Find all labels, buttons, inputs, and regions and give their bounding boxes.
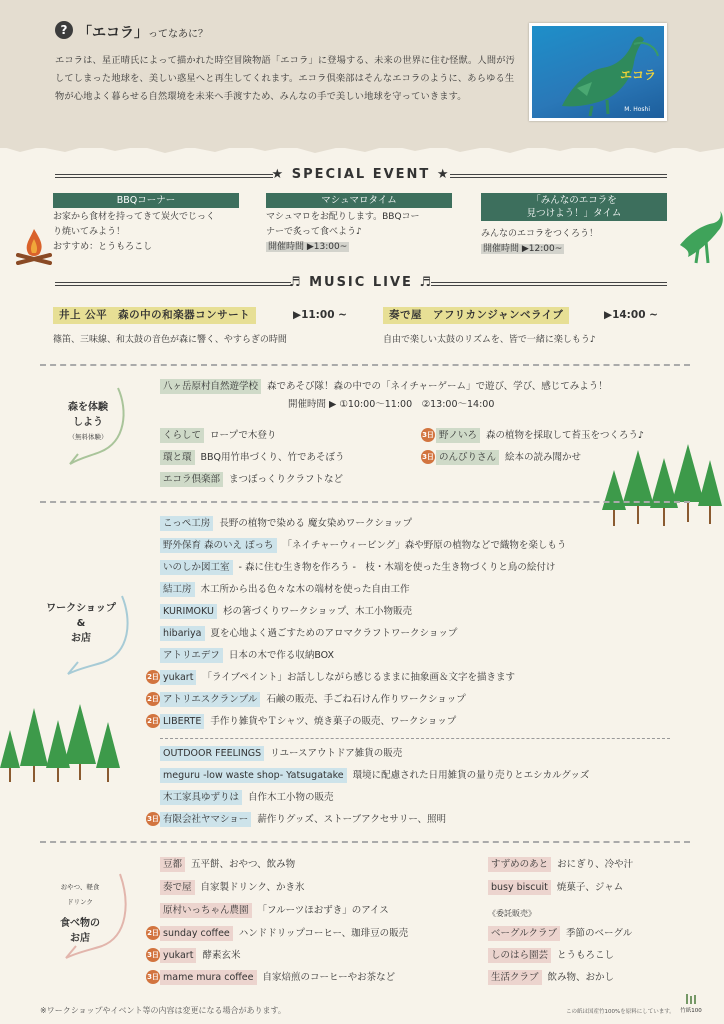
day-badge: 3日 xyxy=(146,812,160,826)
event-label-marshmallow: マシュマロタイム xyxy=(266,193,452,208)
event-text-find-ecora: みんなのエコラをつくろう！ 開催時間 ▶12:00~ xyxy=(481,229,599,254)
workshop-item: こっぺ工房 長野の植物で染める 魔女染めワークショップ xyxy=(160,516,412,532)
shop-item: 木工家具ゆずりは 自作木工小物の販売 xyxy=(160,790,334,806)
workshop-item: 野外保育 森のいえ ぽっち 「ネイチャーウィービング」森や野原の植物などで織物を楽しもう xyxy=(160,538,566,554)
category-bubble xyxy=(60,590,136,680)
live-desc-inoue: 篠笛、三味線、和太鼓の音色が森に響く、やすらぎの時間 xyxy=(53,335,287,345)
about-title: 「エコラ」ってなあに？ xyxy=(78,25,208,41)
event-text-marshmallow: マシュマロをお配りします。BBQコー ナーで炙って食べよう♪ 開催時間 ▶13:00~ xyxy=(266,212,420,252)
event-label-bbq: BBQコーナー xyxy=(53,193,239,208)
ecora-creature-icon xyxy=(676,205,724,265)
category-workshop: ワークショップ & お店 xyxy=(46,603,116,644)
day-badge: 2日 xyxy=(146,692,160,706)
workshop-item: いのしか図工室 - 森に住む生き物を作ろう - 枝・木端を使った生き物づくりと鳥の絵付け xyxy=(160,560,555,576)
day-badge: 3日 xyxy=(146,948,160,962)
paper-note: この紙は国産竹100%を原料にしています。 xyxy=(566,1009,675,1015)
ecora-caption: エコラ xyxy=(619,68,656,82)
live-title-kanadeya: 奏で屋 アフリカンジャンベライブ xyxy=(383,307,569,324)
forest-trees-illustration xyxy=(598,440,724,528)
event-label-find-ecora: 「みんなのエコラを 見つけよう！」タイム xyxy=(481,193,667,221)
divider xyxy=(40,364,690,366)
live-time-inoue: ▶11:00 ~ xyxy=(293,309,347,321)
workshop-item: yukart 「ライブペイント」お話ししながら感じるままに抽象画＆文字を描きます xyxy=(160,670,515,686)
day-badge: 2日 xyxy=(146,926,160,940)
workshop-trees-illustration xyxy=(0,700,130,784)
day-badge: 2日 xyxy=(146,714,160,728)
forest-item: 環と環 BBQ用竹串づくり、竹であそぼう xyxy=(160,450,345,466)
day-badge: 2日 xyxy=(146,670,160,684)
food-item: busy biscuit 焼菓子、ジャム xyxy=(488,880,623,896)
divider xyxy=(40,501,690,503)
torn-paper-edge xyxy=(0,140,724,160)
shop-item: meguru -low waste shop- Yatsugatake 環境に配慮された日用雑貨の量り売りとエシカルグッズ xyxy=(160,768,589,784)
day-badge: 3日 xyxy=(146,970,160,984)
forest-item: エコラ倶楽部 まつぼっくりクラフトなど xyxy=(160,472,343,488)
food-item: sunday coffee ハンドドリップコーヒー、珈琲豆の販売 xyxy=(160,926,408,942)
forest-item: のんびりさん 絵本の読み聞かせ xyxy=(436,450,581,466)
special-event-heading: ★ SPECIAL EVENT ★ xyxy=(55,170,667,184)
category-bubble xyxy=(58,868,134,964)
food-item: 豆都 五平餅、おやつ、飲み物 xyxy=(160,857,295,873)
workshop-item: LIBERTE 手作り雑貨やＴシャツ、焼き菓子の販売、ワークショップ xyxy=(160,714,456,730)
footer-note: ※ワークショップやイベント等の内容は変更になる場合があります。 xyxy=(40,1006,286,1015)
food-item: 奏で屋 自家製ドリンク、かき氷 xyxy=(160,880,304,896)
consign-item: 生活クラブ 飲み物、おかし xyxy=(488,970,614,986)
divider xyxy=(40,841,690,843)
food-item: すずめのあと おにぎり、冷や汁 xyxy=(488,857,633,873)
ecora-illustration xyxy=(529,23,667,121)
forest-main-time: 開催時間 ▶ ①10:00～11:00 ②13:00～14:00 xyxy=(288,399,495,410)
music-live-heading: ♬ MUSIC LIVE ♬ xyxy=(55,278,667,292)
vendor-name: 八ヶ岳原村自然遊学校 xyxy=(160,379,261,394)
live-desc-kanadeya: 自由で楽しい太鼓のリズムを、皆で一緒に楽しもう♪ xyxy=(383,335,596,345)
ecora-signature: M. Hoshi xyxy=(624,106,650,113)
workshop-item: 結工房 木工所から出る色々な木の端材を使った自由工作 xyxy=(160,582,410,598)
category-food: おやつ、軽食 ドリンク 食べ物の お店 xyxy=(60,883,100,944)
consign-item: ベーグルクラブ 季節のベーグル xyxy=(488,926,632,942)
workshop-item: KURIMOKU 杉の箸づくりワークショップ、木工小物販売 xyxy=(160,604,412,620)
campfire-icon xyxy=(14,225,54,267)
event-time-find-ecora: 開催時間 ▶12:00~ xyxy=(483,244,563,254)
workshop-item: アトリエスクランブル 石鹸の販売、手ごね石けん作りワークショップ xyxy=(160,692,466,708)
divider xyxy=(160,738,670,739)
food-item: 原村いっちゃん農園 「フルーツほおずき」のアイス xyxy=(160,903,389,919)
food-item: mame mura coffee 自家焙煎のコーヒーやお茶など xyxy=(160,970,395,986)
event-text-bbq: お家から食材を持ってきて炭火でじっく り焼いてみよう！ おすすめ：とうもろこし xyxy=(53,212,216,252)
workshop-item: アトリエデフ 日本の木で作る収納BOX xyxy=(160,648,334,664)
workshop-item: hibariya 夏を心地よく過ごすためのアロマクラフトワークショップ xyxy=(160,626,457,642)
event-time-marshmallow: 開催時間 ▶13:00~ xyxy=(268,242,348,252)
live-time-kanadeya: ▶14:00 ~ xyxy=(604,309,658,321)
category-forest: 森を体験 しよう （無料体験） xyxy=(68,402,108,441)
day-badge: 3日 xyxy=(421,428,435,442)
question-icon: ? xyxy=(55,21,73,39)
forest-main-row: 八ヶ岳原村自然遊学校 森であそび隊！森の中での「ネイチャーゲーム」で遊び、学び、感じてみよう！ xyxy=(160,379,608,395)
food-item: yukart 酵素玄米 xyxy=(160,948,240,964)
category-bubble xyxy=(60,380,130,470)
consign-item: しのはら園芸 とうもろこし xyxy=(488,948,614,964)
forest-item: くらして ロープで木登り xyxy=(160,428,276,444)
consign-label: 《委託販売》 xyxy=(488,909,536,918)
live-title-inoue: 井上 公平 森の中の和楽器コンサート xyxy=(53,307,256,324)
day-badge: 3日 xyxy=(421,450,435,464)
shop-item: OUTDOOR FEELINGS リユースアウトドア雑貨の販売 xyxy=(160,746,402,762)
bamboo-paper-logo: 竹紙100 xyxy=(676,994,706,1016)
shop-item: 有限会社ヤマショー 薪作りグッズ、ストーブアクセサリー、照明 xyxy=(160,812,446,828)
forest-item: 野ノいろ 森の植物を採取して苔玉をつくろう♪ xyxy=(436,428,644,444)
about-body: エコラは、星正晴氏によって描かれた時空冒険物語「エコラ」に登場する、未来の世界に住む怪獣。人間が汚してしまった地球を、美しい惑星へと再生してくれます。エコラ倶楽部はそんなエコラのように、あらゆる生物が心地よく暮らせる自然環境を未来へ手渡すため、みんなの手で美しい地球を守っていきます。 xyxy=(55,55,515,102)
